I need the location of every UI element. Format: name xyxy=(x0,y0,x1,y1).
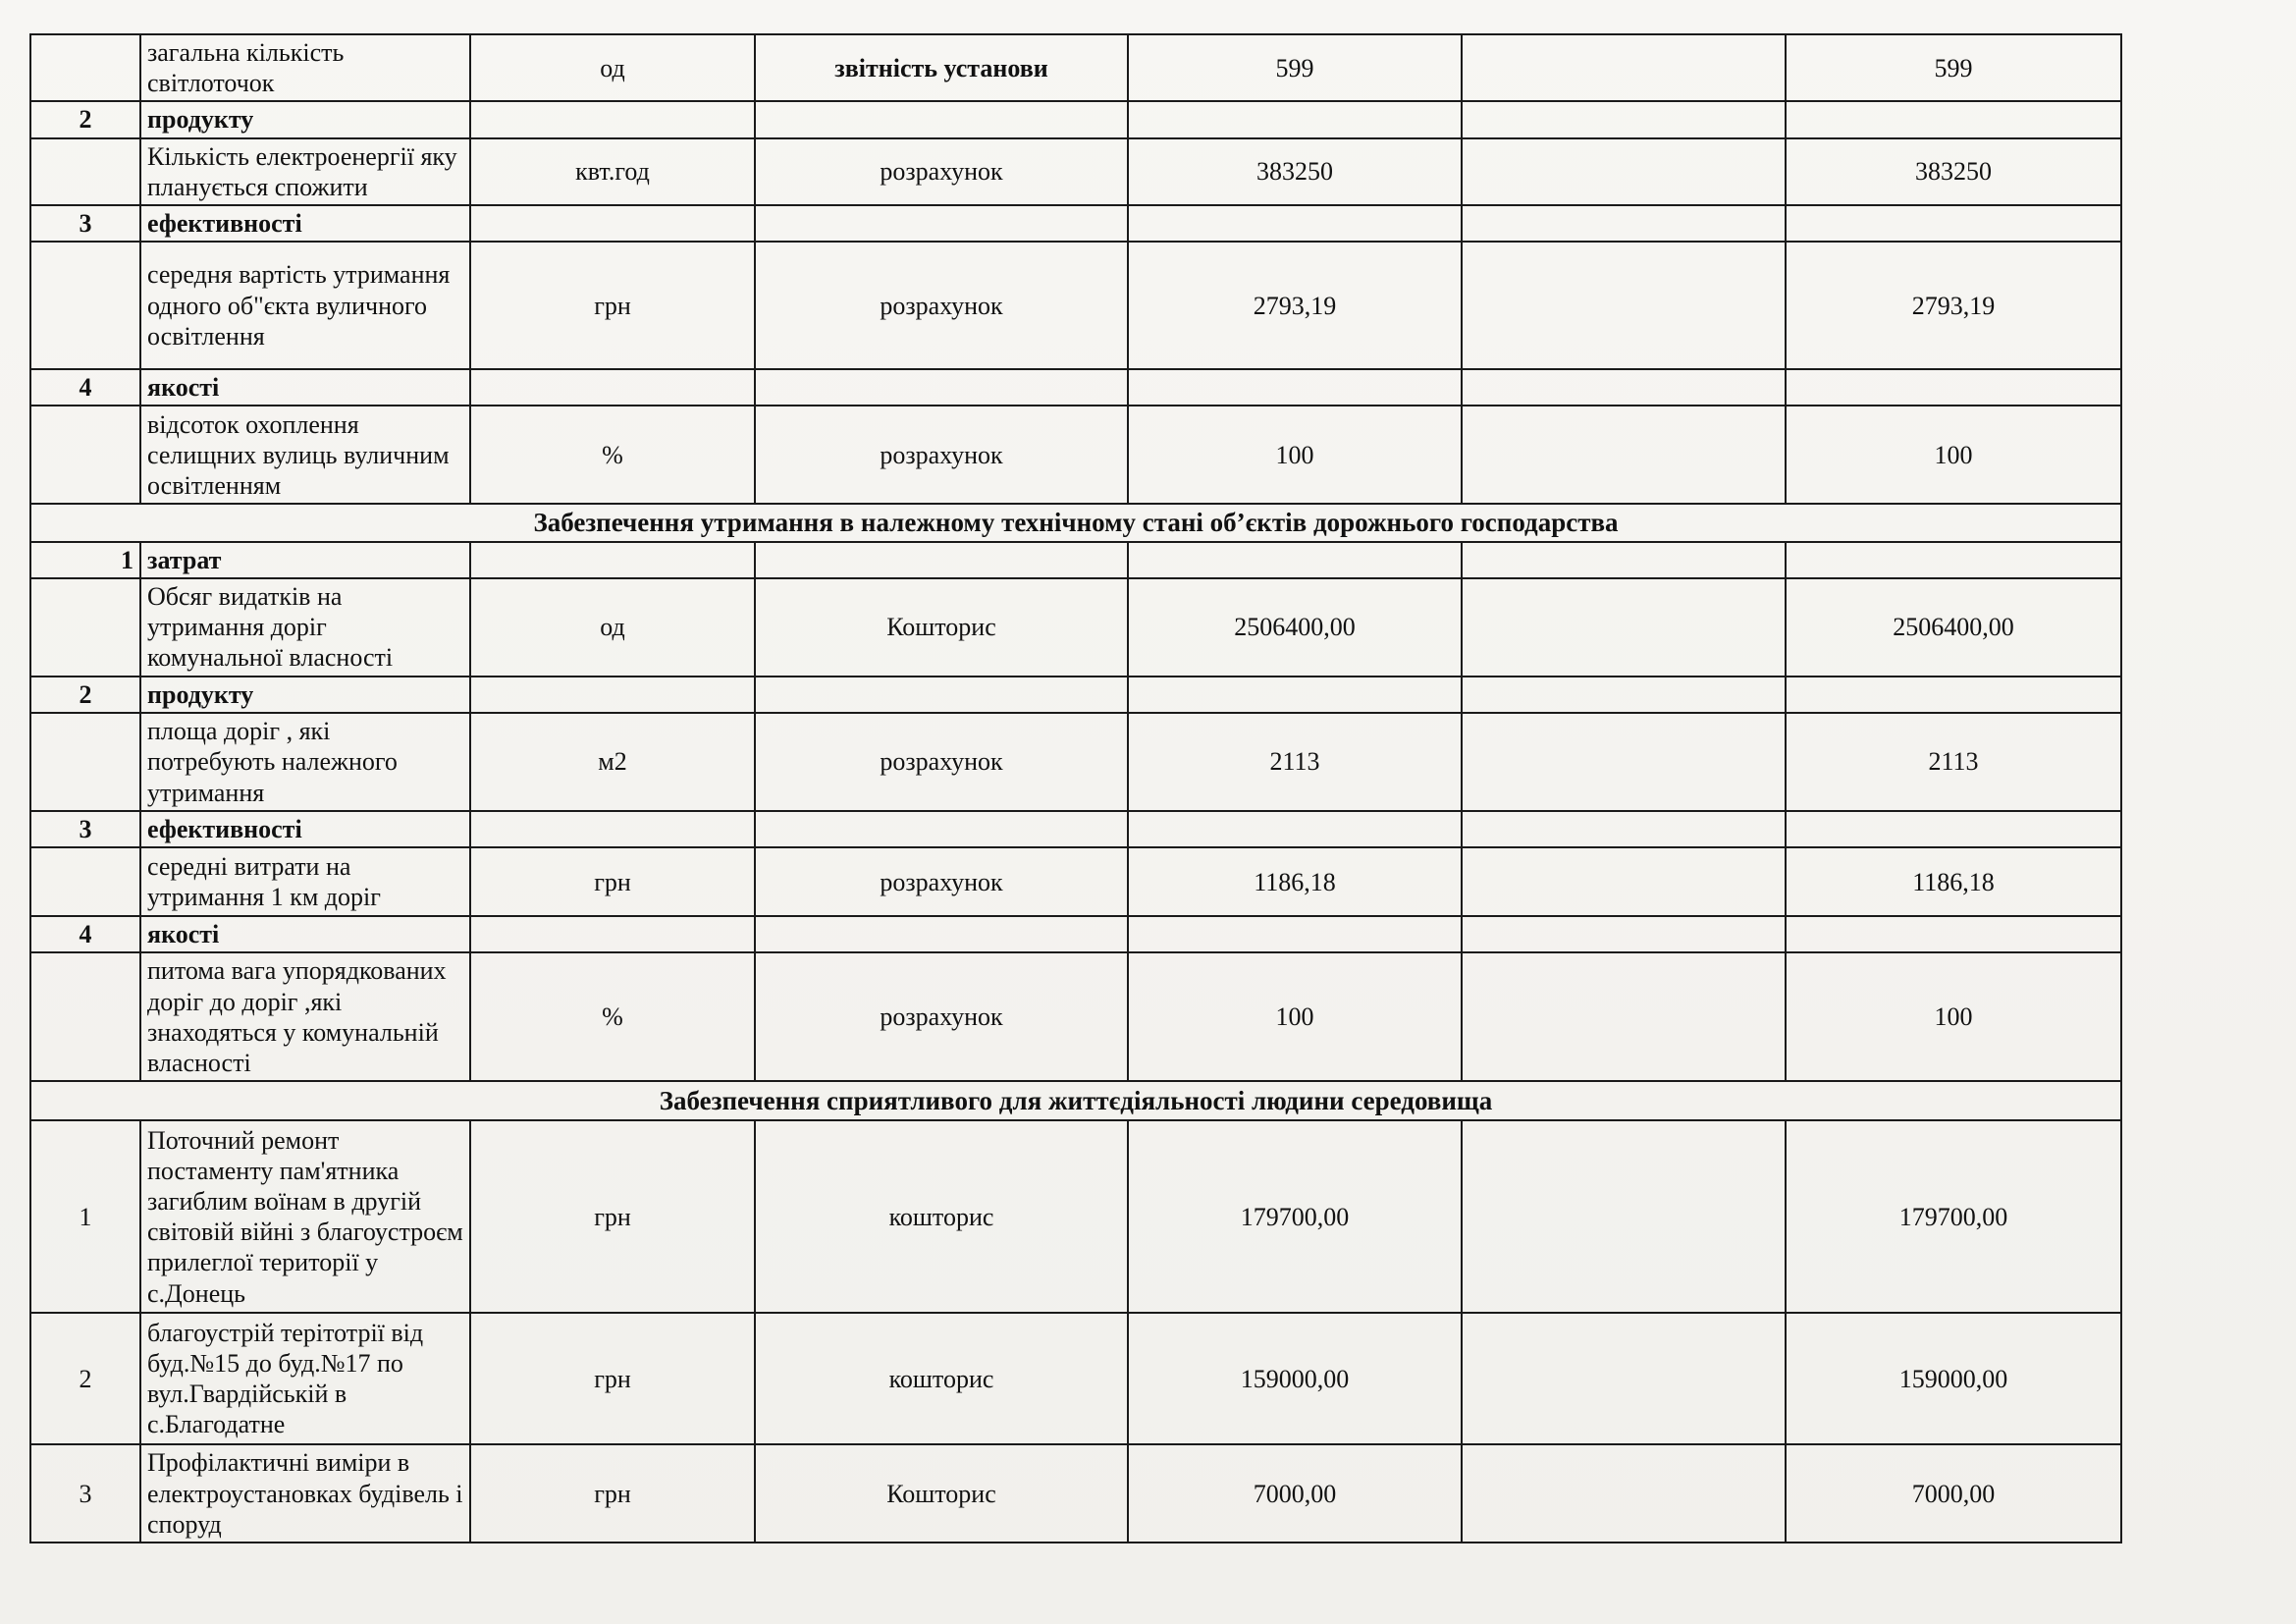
empty-cell xyxy=(1786,811,2121,847)
row-number xyxy=(30,406,140,504)
indicator-name: середня вартість утримання одного об"єкта вуличного освітлення xyxy=(140,242,470,369)
total-cell: 1186,18 xyxy=(1786,847,2121,916)
value-cell xyxy=(1462,242,1786,369)
value-cell: 2793,19 xyxy=(1128,242,1462,369)
empty-cell xyxy=(1128,677,1462,713)
empty-cell xyxy=(1786,369,2121,406)
empty-cell xyxy=(470,542,755,578)
source-cell: розрахунок xyxy=(755,406,1128,504)
row-number: 3 xyxy=(30,205,140,242)
value-cell: 2506400,00 xyxy=(1128,578,1462,677)
empty-cell xyxy=(755,677,1128,713)
indicators-table xyxy=(29,33,2122,1543)
source-cell: розрахунок xyxy=(755,952,1128,1081)
total-cell: 179700,00 xyxy=(1786,1120,2121,1313)
row-number: 2 xyxy=(30,101,140,137)
group-header-row xyxy=(30,811,2121,847)
value-cell xyxy=(1462,138,1786,205)
section-title: Забезпечення утримання в належному технічному стані об’єктів дорожнього господарства xyxy=(30,504,2121,541)
group-title: ефективності xyxy=(140,811,470,847)
empty-cell xyxy=(755,916,1128,952)
unit-cell: грн xyxy=(470,242,755,369)
empty-cell xyxy=(1462,369,1786,406)
section-row xyxy=(30,504,2121,541)
table-row xyxy=(30,713,2121,811)
value-cell: 159000,00 xyxy=(1128,1313,1462,1444)
empty-cell xyxy=(1462,916,1786,952)
unit-cell: % xyxy=(470,406,755,504)
section-row xyxy=(30,1081,2121,1120)
group-title: якості xyxy=(140,369,470,406)
unit-cell: од xyxy=(470,578,755,677)
empty-cell xyxy=(470,811,755,847)
group-header-row xyxy=(30,542,2121,578)
source-cell: кошторис xyxy=(755,1120,1128,1313)
value-cell: 599 xyxy=(1128,34,1462,101)
row-number: 3 xyxy=(30,811,140,847)
group-header-row xyxy=(30,916,2121,952)
row-number: 1 xyxy=(30,1120,140,1313)
row-number: 2 xyxy=(30,1313,140,1444)
group-title: затрат xyxy=(140,542,470,578)
empty-cell xyxy=(755,369,1128,406)
value-cell xyxy=(1462,578,1786,677)
value-cell: 383250 xyxy=(1128,138,1462,205)
row-number xyxy=(30,138,140,205)
indicator-name: Профілактичні виміри в електроустановках будівель і споруд xyxy=(140,1444,470,1543)
source-cell: звітність установи xyxy=(755,34,1128,101)
unit-cell: грн xyxy=(470,1313,755,1444)
indicator-name: Кількість електроенергії яку планується спожити xyxy=(140,138,470,205)
indicator-name: Обсяг видатків на утримання доріг комунальної власності xyxy=(140,578,470,677)
empty-cell xyxy=(1462,811,1786,847)
value-cell: 2113 xyxy=(1128,713,1462,811)
indicator-name: загальна кількість світлоточок xyxy=(140,34,470,101)
empty-cell xyxy=(1128,369,1462,406)
row-number: 4 xyxy=(30,369,140,406)
unit-cell: квт.год xyxy=(470,138,755,205)
total-cell: 383250 xyxy=(1786,138,2121,205)
value-cell xyxy=(1462,406,1786,504)
group-header-row xyxy=(30,677,2121,713)
empty-cell xyxy=(1128,811,1462,847)
empty-cell xyxy=(1786,101,2121,137)
row-number: 3 xyxy=(30,1444,140,1543)
empty-cell xyxy=(1462,542,1786,578)
empty-cell xyxy=(1128,916,1462,952)
empty-cell xyxy=(470,101,755,137)
indicator-name: благоустрій терітотрії від буд.№15 до буд.№17 по вул.Гвардійській в с.Благодатне xyxy=(140,1313,470,1444)
row-number xyxy=(30,713,140,811)
value-cell xyxy=(1462,34,1786,101)
value-cell: 100 xyxy=(1128,952,1462,1081)
unit-cell: грн xyxy=(470,1120,755,1313)
value-cell: 179700,00 xyxy=(1128,1120,1462,1313)
total-cell: 100 xyxy=(1786,952,2121,1081)
table-row xyxy=(30,34,2121,101)
empty-cell xyxy=(470,916,755,952)
value-cell xyxy=(1462,1120,1786,1313)
row-number xyxy=(30,578,140,677)
value-cell: 7000,00 xyxy=(1128,1444,1462,1543)
group-header-row xyxy=(30,205,2121,242)
group-title: продукту xyxy=(140,677,470,713)
source-cell: Кошторис xyxy=(755,578,1128,677)
group-title: якості xyxy=(140,916,470,952)
empty-cell xyxy=(470,369,755,406)
value-cell xyxy=(1462,713,1786,811)
empty-cell xyxy=(755,811,1128,847)
empty-cell xyxy=(1786,916,2121,952)
value-cell: 100 xyxy=(1128,406,1462,504)
indicator-name: середні витрати на утримання 1 км доріг xyxy=(140,847,470,916)
unit-cell: од xyxy=(470,34,755,101)
empty-cell xyxy=(1128,101,1462,137)
group-header-row xyxy=(30,369,2121,406)
empty-cell xyxy=(1786,677,2121,713)
table-row xyxy=(30,578,2121,677)
row-number xyxy=(30,847,140,916)
indicator-name: питома вага упорядкованих доріг до доріг ,які знаходяться у комунальній власності xyxy=(140,952,470,1081)
total-cell: 2113 xyxy=(1786,713,2121,811)
row-number xyxy=(30,952,140,1081)
empty-cell xyxy=(1128,542,1462,578)
empty-cell xyxy=(755,205,1128,242)
empty-cell xyxy=(1462,205,1786,242)
indicator-name: відсоток охоплення селищних вулиць вуличним освітленням xyxy=(140,406,470,504)
source-cell: кошторис xyxy=(755,1313,1128,1444)
table-row xyxy=(30,242,2121,369)
unit-cell: грн xyxy=(470,847,755,916)
source-cell: розрахунок xyxy=(755,242,1128,369)
indicator-name: Поточний ремонт постаменту пам'ятника загиблим воїнам в другій світовій війні з благоустроєм прилеглої території у с.Донець xyxy=(140,1120,470,1313)
total-cell: 7000,00 xyxy=(1786,1444,2121,1543)
row-number: 4 xyxy=(30,916,140,952)
empty-cell xyxy=(470,677,755,713)
unit-cell: % xyxy=(470,952,755,1081)
empty-cell xyxy=(1786,205,2121,242)
empty-cell xyxy=(1462,101,1786,137)
table-row xyxy=(30,1120,2121,1313)
value-cell: 1186,18 xyxy=(1128,847,1462,916)
unit-cell: м2 xyxy=(470,713,755,811)
indicator-name: площа доріг , які потребують належного утримання xyxy=(140,713,470,811)
total-cell: 2793,19 xyxy=(1786,242,2121,369)
empty-cell xyxy=(755,101,1128,137)
total-cell: 2506400,00 xyxy=(1786,578,2121,677)
value-cell xyxy=(1462,1444,1786,1543)
total-cell: 100 xyxy=(1786,406,2121,504)
empty-cell xyxy=(1462,677,1786,713)
table-row xyxy=(30,1313,2121,1444)
row-number xyxy=(30,34,140,101)
empty-cell xyxy=(1786,542,2121,578)
row-number: 2 xyxy=(30,677,140,713)
value-cell xyxy=(1462,952,1786,1081)
unit-cell: грн xyxy=(470,1444,755,1543)
table-row xyxy=(30,138,2121,205)
source-cell: розрахунок xyxy=(755,138,1128,205)
source-cell: розрахунок xyxy=(755,713,1128,811)
table-row xyxy=(30,1444,2121,1543)
table-row xyxy=(30,952,2121,1081)
section-title: Забезпечення сприятливого для життєдіяльності людини середовища xyxy=(30,1081,2121,1120)
value-cell xyxy=(1462,847,1786,916)
value-cell xyxy=(1462,1313,1786,1444)
group-header-row xyxy=(30,101,2121,137)
row-number xyxy=(30,242,140,369)
empty-cell xyxy=(755,542,1128,578)
group-title: ефективності xyxy=(140,205,470,242)
empty-cell xyxy=(1128,205,1462,242)
table-row xyxy=(30,847,2121,916)
source-cell: Кошторис xyxy=(755,1444,1128,1543)
empty-cell xyxy=(470,205,755,242)
total-cell: 159000,00 xyxy=(1786,1313,2121,1444)
group-title: продукту xyxy=(140,101,470,137)
source-cell: розрахунок xyxy=(755,847,1128,916)
total-cell: 599 xyxy=(1786,34,2121,101)
row-number: 1 xyxy=(30,542,140,578)
table-row xyxy=(30,406,2121,504)
